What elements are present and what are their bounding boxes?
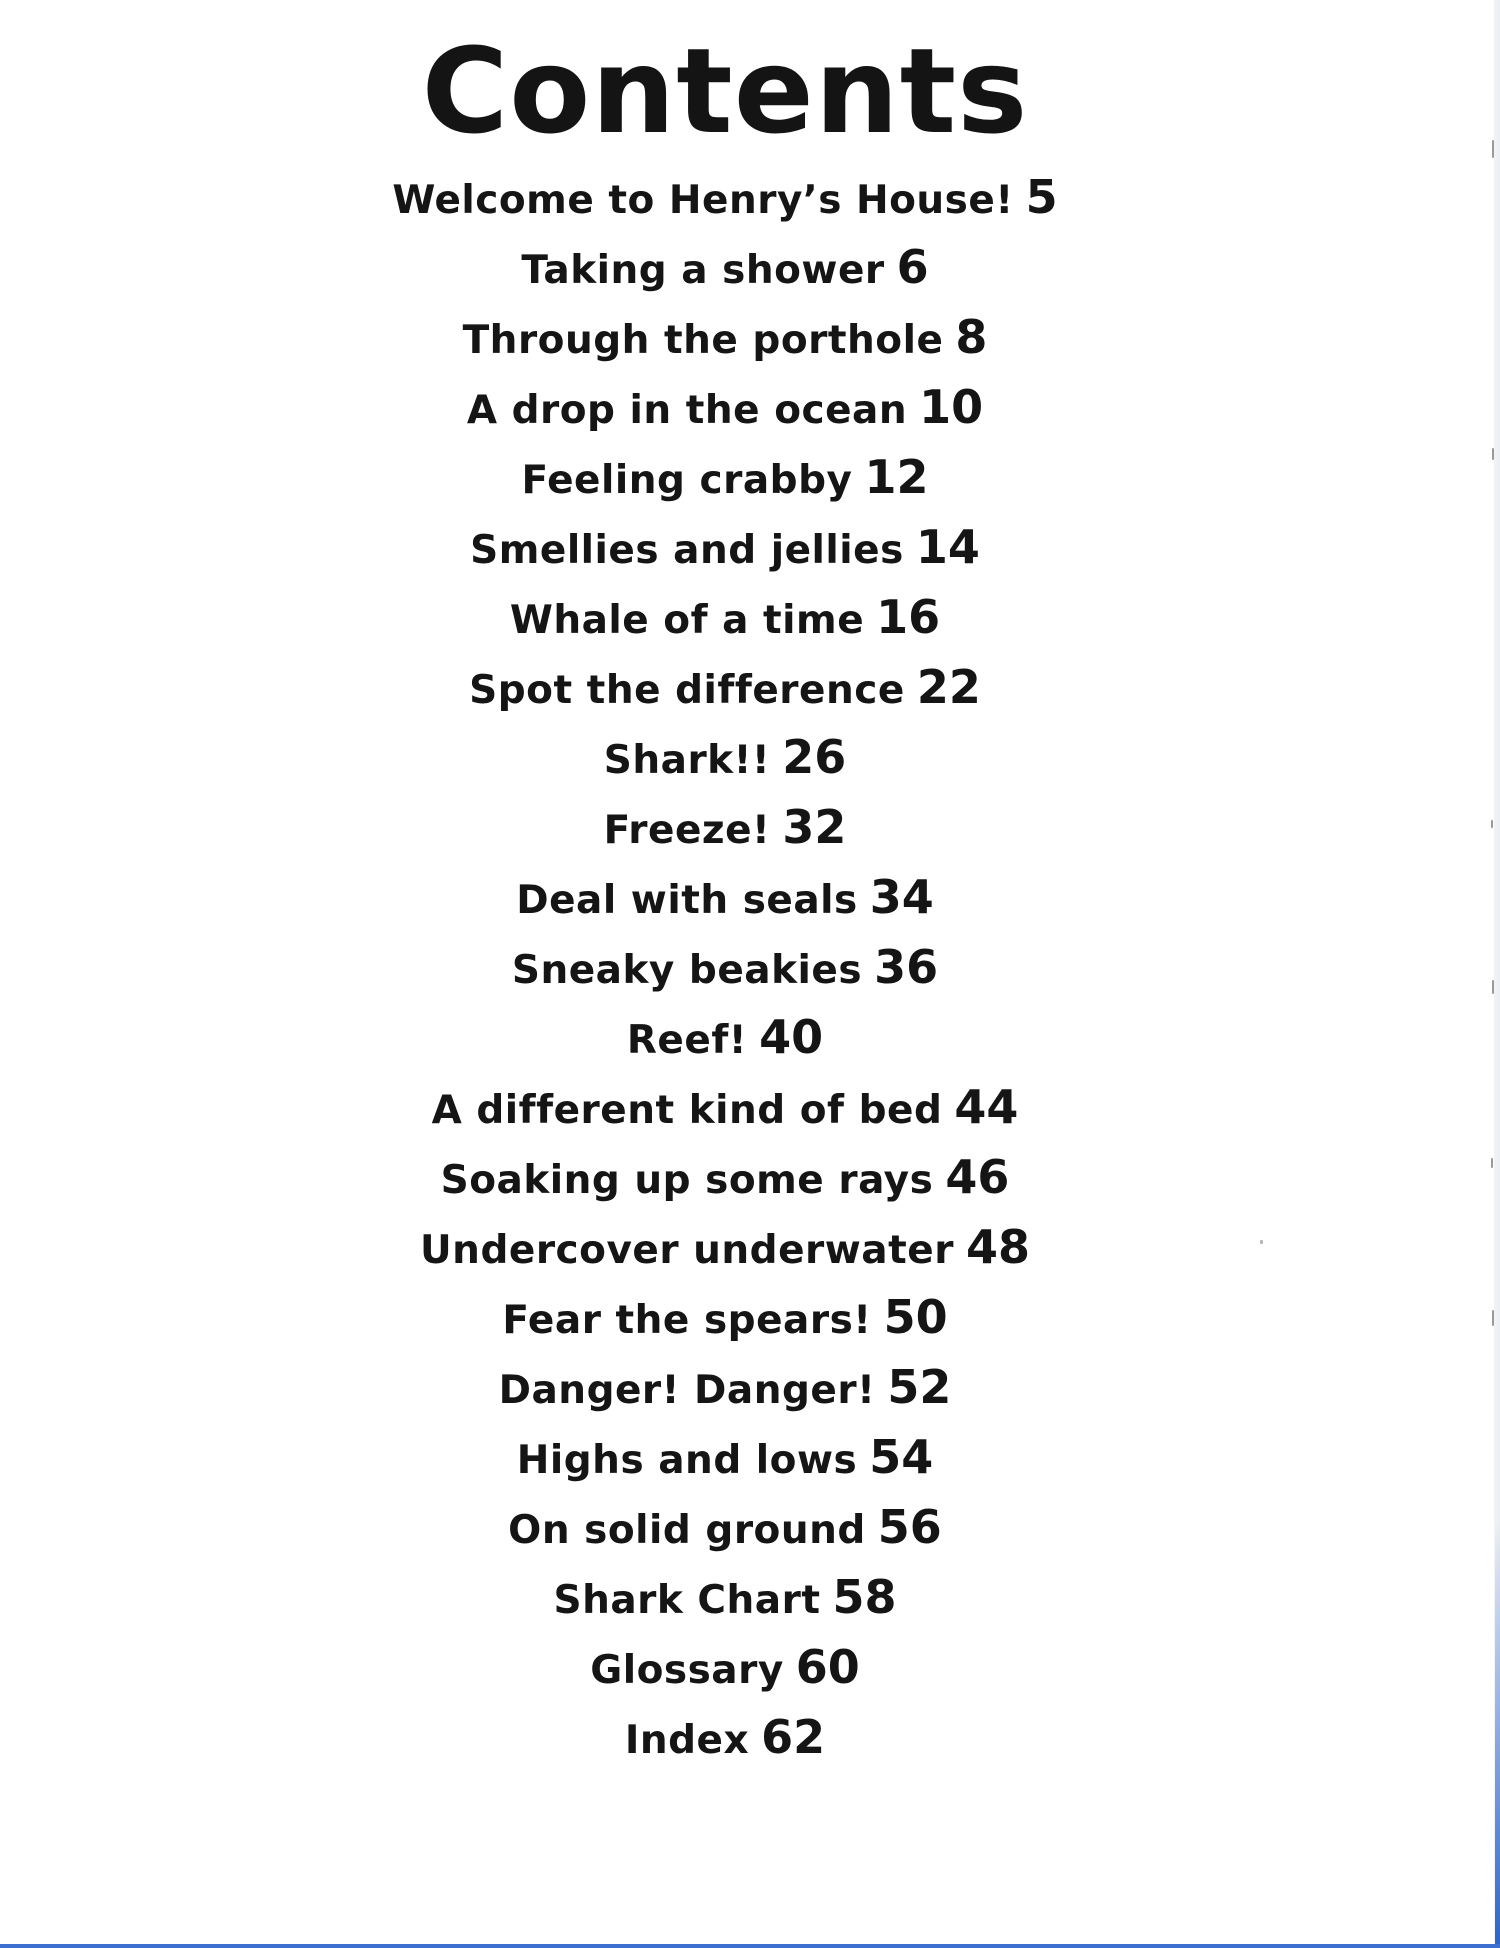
toc-entry-page: 22: [916, 660, 981, 714]
toc-entry-page: 8: [955, 310, 988, 364]
toc-entry-title: On solid ground: [508, 1508, 866, 1553]
toc-entry-title: Danger! Danger!: [498, 1368, 876, 1413]
toc-entry-title: Taking a shower: [521, 248, 885, 293]
toc-entry: [0, 1632, 1450, 1702]
toc-entry-title: Fear the spears!: [502, 1298, 872, 1343]
toc-entry-page: 36: [874, 940, 939, 994]
toc-entry: [0, 722, 1450, 792]
toc-entry-title: Shark Chart: [553, 1578, 821, 1623]
toc-entry: [0, 1702, 1450, 1772]
scan-edge-mark: [1492, 140, 1494, 158]
toc-entry: [0, 232, 1450, 302]
toc-entry-page: 60: [795, 1640, 860, 1694]
page-title: Contents: [421, 22, 1029, 160]
toc-entry-title: Index: [624, 1718, 750, 1763]
scan-edge-mark: [1492, 448, 1494, 460]
toc-entry: [0, 1562, 1450, 1632]
toc-entry-page: 56: [877, 1500, 942, 1554]
toc-entry-title: Reef!: [626, 1018, 748, 1063]
toc-entry-page: 16: [876, 590, 941, 644]
scan-edge-mark: [1492, 1310, 1494, 1326]
toc-entry-page: 32: [782, 800, 847, 854]
toc-entry: [0, 1492, 1450, 1562]
toc-entry: [0, 1212, 1450, 1282]
toc-entry: [0, 302, 1450, 372]
toc-entry-title: Welcome to Henry’s House!: [392, 178, 1014, 223]
toc-entry-title: Glossary: [590, 1648, 784, 1693]
toc-entry: [0, 652, 1450, 722]
toc-entry-page: 58: [832, 1570, 897, 1624]
toc-entry-page: 44: [954, 1080, 1019, 1134]
toc-entry-page: 14: [915, 520, 980, 574]
toc-entry-title: Shark!!: [603, 738, 771, 783]
scan-edge-mark: [1491, 820, 1493, 828]
toc-entry: [0, 372, 1450, 442]
scan-edge-mark: [1492, 980, 1494, 994]
toc-entry-title: A drop in the ocean: [466, 388, 908, 433]
scan-edge-mark: [1491, 1158, 1493, 1168]
toc-entry-page: 6: [896, 240, 929, 294]
toc-entry: [0, 582, 1450, 652]
scan-edge-mark: [1260, 1240, 1263, 1244]
toc-entry-title: A different kind of bed: [431, 1088, 943, 1133]
toc-entry-title: Highs and lows: [516, 1438, 858, 1483]
toc-entry-title: Deal with seals: [516, 878, 858, 923]
toc-entry-page: 40: [759, 1010, 824, 1064]
toc-entry: [0, 1002, 1450, 1072]
toc-entry-page: 50: [883, 1290, 948, 1344]
toc-entry-page: 10: [919, 380, 984, 434]
toc-entry-title: Through the porthole: [462, 318, 944, 363]
toc-entry-page: 62: [761, 1710, 826, 1764]
toc-entry-page: 12: [864, 450, 929, 504]
toc-entry-title: Soaking up some rays: [440, 1158, 934, 1203]
toc-entry: [0, 1142, 1450, 1212]
toc-entry: [0, 1282, 1450, 1352]
toc-entry-page: 54: [869, 1430, 934, 1484]
scan-bottom-edge: [0, 1944, 1500, 1948]
toc-entry: [0, 1352, 1450, 1422]
toc-entry-page: 48: [965, 1220, 1030, 1274]
toc-entry: [0, 162, 1450, 232]
table-of-contents: [0, 162, 1450, 1772]
toc-entry-page: 52: [887, 1360, 952, 1414]
toc-entry: [0, 932, 1450, 1002]
toc-entry-title: Smellies and jellies: [470, 528, 904, 573]
toc-entry-page: 5: [1025, 170, 1058, 224]
toc-entry-page: 34: [869, 870, 934, 924]
toc-entry: [0, 792, 1450, 862]
toc-entry-title: Undercover underwater: [420, 1228, 954, 1273]
toc-entry-title: Sneaky beakies: [511, 948, 863, 993]
scan-edge-blue: [1495, 1520, 1500, 1948]
toc-entry: [0, 512, 1450, 582]
toc-entry-page: 46: [945, 1150, 1010, 1204]
toc-entry-title: Whale of a time: [509, 598, 865, 643]
toc-entry: [0, 442, 1450, 512]
toc-entry-title: Spot the difference: [469, 668, 905, 713]
toc-entry: [0, 1072, 1450, 1142]
toc-entry: [0, 862, 1450, 932]
toc-entry-title: Freeze!: [603, 808, 771, 853]
toc-entry: [0, 1422, 1450, 1492]
toc-entry-title: Feeling crabby: [521, 458, 853, 503]
toc-entry-page: 26: [782, 730, 847, 784]
